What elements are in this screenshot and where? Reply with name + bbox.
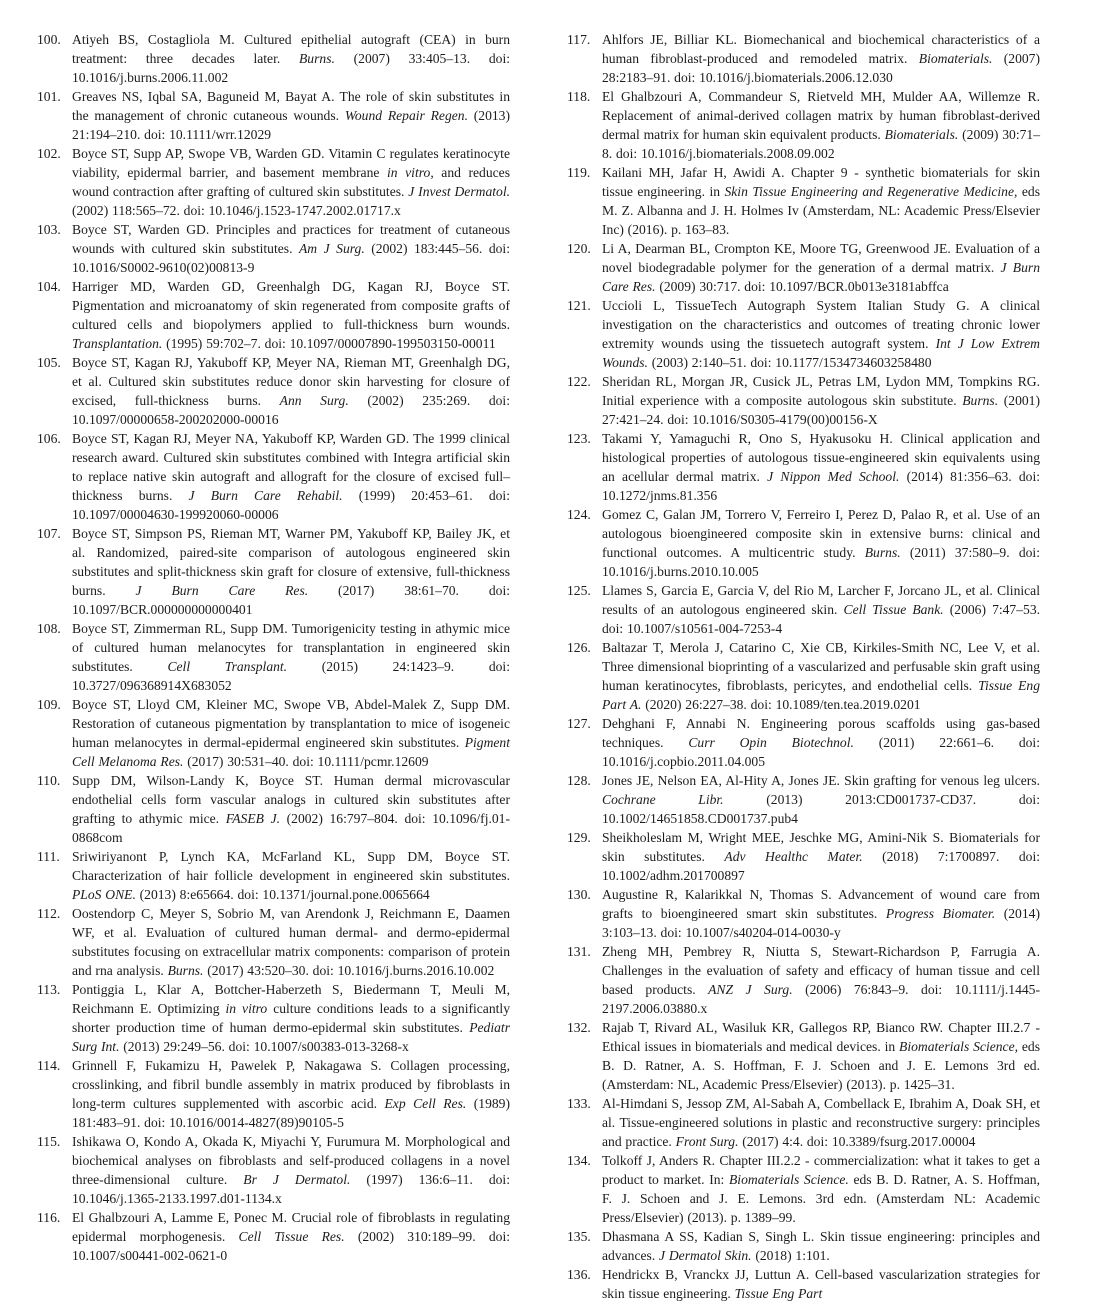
reference-item [37, 524, 510, 619]
reference-item [37, 1208, 510, 1265]
reference-text: Boyce ST, Warden GD. Principles and practices for treatment of cutaneous wounds with cultured skin substitutes. Am J Surg. (2002) 183:445–56. doi: 10.1016/S0002-9610(02)00813-9 [72, 222, 510, 275]
reference-text: Ahlfors JE, Billiar KL. Biomechanical and biochemical characteristics of a human fibroblast-produced and remodeled matrix. Biomaterials. (2007) 28:2183–91. doi: 10.1016/j.biomaterials.2006.12.030 [602, 32, 1041, 85]
reference-number: 116. [37, 1210, 61, 1225]
reference-number: 114. [37, 1058, 61, 1073]
reference-text: Llames S, Garcia E, Garcia V, del Rio M, Larcher F, Jorcano JL, et al. Clinical results of an autologous engineered skin. Cell Tissue Bank. (2006) 7:47–53. doi: 10.1007/s10561-004-7253-4 [602, 583, 1041, 636]
reference-column-right [567, 30, 1041, 1301]
reference-number: 115. [37, 1134, 61, 1149]
reference-text: Boyce ST, Zimmerman RL, Supp DM. Tumorigenicity testing in athymic mice of cultured human melanocytes for transplantation in engineered skin substitutes. Cell Transplant. (2015) 24:1423–9. doi: 10.3727/096368914X683052 [72, 621, 510, 693]
reference-number: 113. [37, 982, 61, 997]
reference-item [37, 87, 510, 144]
reference-number: 119. [567, 165, 591, 180]
reference-item [567, 163, 1040, 239]
reference-item [37, 619, 510, 695]
reference-item [37, 144, 510, 220]
reference-text: Augustine R, Kalarikkal N, Thomas S. Advancement of wound care from grafts to bioengineered smart skin substitutes. Progress Biomater. (2014) 3:103–13. doi: 10.1007/s40204-014-0030-y [602, 887, 1040, 940]
reference-item [37, 847, 510, 904]
reference-item [37, 771, 510, 847]
reference-number: 132. [567, 1020, 591, 1035]
reference-text: Baltazar T, Merola J, Catarino C, Xie CB, Kirkiles-Smith NC, Lee V, et al. Three dimensional bioprinting of a vascularized and perfusable skin graft using human keratinocytes, fibroblasts, pericytes, and endothelial cells. Tissue Eng Part A. (2020) 26:227–38. doi: 10.1089/ten.tea.2019.0201 [602, 640, 1040, 712]
reference-item [567, 771, 1040, 828]
reference-item [37, 1056, 510, 1132]
reference-number: 108. [37, 621, 61, 636]
reference-number: 135. [567, 1229, 591, 1244]
reference-item [37, 1132, 510, 1208]
reference-number: 130. [567, 887, 591, 902]
reference-number: 122. [567, 374, 591, 389]
reference-number: 117. [567, 32, 591, 47]
reference-number: 105. [37, 355, 61, 370]
reference-item [567, 714, 1040, 771]
reference-text: Sheikholeslam M, Wright MEE, Jeschke MG, Amini-Nik S. Biomaterials for skin substitutes. Adv Healthc Mater. (2018) 7:1700897. doi: 10.1002/adhm.201700897 [602, 830, 1040, 883]
reference-text: Sheridan RL, Morgan JR, Cusick JL, Petras LM, Lydon MM, Tompkins RG. Initial experience with a composite autologous skin substitute. Burns. (2001) 27:421–24. doi: 10.1016/S0305-4179(00)00156-X [602, 374, 1040, 427]
reference-item [37, 429, 510, 524]
reference-text: Boyce ST, Kagan RJ, Meyer NA, Yakuboff KP, Warden GD. The 1999 clinical research award. Cultured skin substitutes combined with Integra artificial skin to replace native skin autograft and allograft for the closure of excised full–thickness burns. J Burn Care Rehabil. (1999) 20:453–61. doi: 10.1097/00004630-199920060-00006 [72, 431, 510, 522]
reference-number: 120. [567, 241, 591, 256]
reference-item [567, 1265, 1040, 1303]
reference-text: Boyce ST, Supp AP, Swope VB, Warden GD. Vitamin C regulates keratinocyte viability, epidermal barrier, and basement membrane in vitro, and reduces wound contraction after grafting of cultured skin substitutes. J Invest Dermatol. (2002) 118:565–72. doi: 10.1046/j.1523-1747.2002.01717.x [72, 146, 510, 218]
reference-item [567, 828, 1040, 885]
reference-number: 128. [567, 773, 591, 788]
reference-number: 136. [567, 1267, 591, 1282]
reference-text: Ishikawa O, Kondo A, Okada K, Miyachi Y, Furumura M. Morphological and biochemical analyses on fibroblasts and self-produced collagens in a novel three-dimensional culture. Br J Dermatol. (1997) 136:6–11. doi: 10.1046/j.1365-2133.1997.d01-1134.x [72, 1134, 510, 1206]
reference-number: 112. [37, 906, 61, 921]
reference-text: Jones JE, Nelson EA, Al-Hity A, Jones JE. Skin grafting for venous leg ulcers. Cochrane Libr. (2013) 2013:CD001737-CD37. doi: 10.1002/14651858.CD001737.pub4 [602, 773, 1040, 826]
reference-text: Gomez C, Galan JM, Torrero V, Ferreiro I, Perez D, Palao R, et al. Use of an autologous bioengineered composite skin in extensive burns: clinical and functional outcomes. A multicentric study. Burns. (2011) 37:580–9. doi: 10.1016/j.burns.2010.10.005 [602, 507, 1040, 579]
reference-item [567, 239, 1040, 296]
reference-item [37, 277, 510, 353]
reference-number: 110. [37, 773, 61, 788]
reference-number: 124. [567, 507, 591, 522]
reference-item [37, 695, 510, 771]
reference-item [567, 429, 1040, 505]
reference-text: Tolkoff J, Anders R. Chapter III.2.2 - commercialization: what it takes to get a product to market. In: Biomaterials Science. eds B. D. Ratner, A. S. Hoffman, F. J. Schoen and J. E. Lemons. 3rd edn. (Amsterdam NL: Academic Press/Elsevier) (2013). p. 1389–99. [602, 1153, 1040, 1225]
reference-text: Zheng MH, Pembrey R, Niutta S, Stewart-Richardson P, Farrugia A. Challenges in the evaluation of safety and efficacy of human tissue and cell based products. ANZ J Surg. (2006) 76:843–9. doi: 10.1111/j.1445-2197.2006.03880.x [602, 944, 1041, 1016]
reference-item [567, 638, 1040, 714]
reference-number: 126. [567, 640, 591, 655]
reference-text: Boyce ST, Simpson PS, Rieman MT, Warner PM, Yakuboff KP, Bailey JK, et al. Randomized, paired-site comparison of autologous engineered skin substitutes and split-thickness skin graft for closure of extensive, full-thickness burns. J Burn Care Res. (2017) 38:61–70. doi: 10.1097/BCR.000000000000401 [72, 526, 511, 617]
reference-text: Boyce ST, Lloyd CM, Kleiner MC, Swope VB, Abdel-Malek Z, Supp DM. Restoration of cutaneous pigmentation by transplantation to mice of isogeneic human melanocytes in dermal-epidermal engineered skin substitutes. Pigment Cell Melanoma Res. (2017) 30:531–40. doi: 10.1111/pcmr.12609 [72, 697, 510, 769]
reference-item [37, 904, 510, 980]
reference-number: 101. [37, 89, 61, 104]
reference-item [567, 1018, 1040, 1094]
reference-text: El Ghalbzouri A, Commandeur S, Rietveld MH, Mulder AA, Willemze R. Replacement of animal-derived collagen matrix by human fibroblast-derived dermal matrix for human skin equivalent products. Biomaterials. (2009) 30:71–8. doi: 10.1016/j.biomaterials.2008.09.002 [602, 89, 1040, 161]
reference-text: El Ghalbzouri A, Lamme E, Ponec M. Crucial role of fibroblasts in regulating epidermal morphogenesis. Cell Tissue Res. (2002) 310:189–99. doi: 10.1007/s00441-002-0621-0 [72, 1210, 510, 1263]
reference-number: 107. [37, 526, 61, 541]
reference-number: 104. [37, 279, 61, 294]
reference-text: Boyce ST, Kagan RJ, Yakuboff KP, Meyer NA, Rieman MT, Greenhalgh DG, et al. Cultured skin substitutes reduce donor skin harvesting for closure of excised, full-thickness burns. Ann Surg. (2002) 235:269. doi: 10.1097/00000658-200202000-00016 [72, 355, 510, 427]
reference-item [567, 87, 1040, 163]
reference-text: Hendrickx B, Vranckx JJ, Luttun A. Cell-based vascularization strategies for skin tissue engineering. Tissue Eng Part [602, 1267, 1040, 1301]
reference-item [567, 581, 1040, 638]
reference-column-left [37, 30, 510, 1294]
reference-item [567, 1151, 1040, 1227]
reference-text: Supp DM, Wilson-Landy K, Boyce ST. Human dermal microvascular endothelial cells form vascular analogs in cultured skin substitutes after grafting to athymic mice. FASEB J. (2002) 16:797–804. doi: 10.1096/fj.01-0868com [72, 773, 510, 845]
reference-item [567, 1094, 1040, 1151]
reference-item [37, 353, 510, 429]
reference-number: 131. [567, 944, 591, 959]
reference-number: 123. [567, 431, 591, 446]
reference-text: Atiyeh BS, Costagliola M. Cultured epithelial autograft (CEA) in burn treatment: three decades later. Burns. (2007) 33:405–13. doi: 10.1016/j.burns.2006.11.002 [72, 32, 511, 85]
reference-text: Kailani MH, Jafar H, Awidi A. Chapter 9 - synthetic biomaterials for skin tissue engineering. in Skin Tissue Engineering and Regenerative Medicine, eds M. Z. Albanna and J. H. Holmes Iv (Amsterdam, NL: Academic Press/Elsevier Inc) (2016). p. 163–83. [602, 165, 1040, 237]
reference-text: Greaves NS, Iqbal SA, Baguneid M, Bayat A. The role of skin substitutes in the management of chronic cutaneous wounds. Wound Repair Regen. (2013) 21:194–210. doi: 10.1111/wrr.12029 [72, 89, 510, 142]
reference-number: 127. [567, 716, 591, 731]
reference-text: Dhasmana A SS, Kadian S, Singh L. Skin tissue engineering: principles and advances. J Dermatol Skin. (2018) 1:101. [602, 1229, 1040, 1263]
reference-number: 103. [37, 222, 61, 237]
reference-number: 111. [37, 849, 60, 864]
reference-item [37, 980, 510, 1056]
reference-number: 100. [37, 32, 61, 47]
reference-number: 118. [567, 89, 591, 104]
reference-number: 134. [567, 1153, 591, 1168]
reference-text: Dehghani F, Annabi N. Engineering porous scaffolds using gas-based techniques. Curr Opin Biotechnol. (2011) 22:661–6. doi: 10.1016/j.copbio.2011.04.005 [602, 716, 1040, 769]
reference-number: 121. [567, 298, 591, 313]
reference-text: Grinnell F, Fukamizu H, Pawelek P, Nakagawa S. Collagen processing, crosslinking, and fibril bundle assembly in matrix produced by fibroblasts in long-term cultures supplemented with ascorbic acid. Exp Cell Res. (1989) 181:483–91. doi: 10.1016/0014-4827(89)90105-5 [72, 1058, 510, 1130]
reference-item [567, 885, 1040, 942]
reference-item [567, 942, 1040, 1018]
reference-text: Sriwiriyanont P, Lynch KA, McFarland KL, Supp DM, Boyce ST. Characterization of hair follicle development in engineered skin substitutes. PLoS ONE. (2013) 8:e65664. doi: 10.1371/journal.pone.0065664 [72, 849, 510, 902]
reference-number: 129. [567, 830, 591, 845]
reference-item [567, 1227, 1040, 1265]
reference-item [567, 505, 1040, 581]
reference-number: 106. [37, 431, 61, 446]
reference-text: Pontiggia L, Klar A, Bottcher-Haberzeth S, Biedermann T, Meuli M, Reichmann E. Optimizing in vitro culture conditions leads to a significantly shorter production time of human dermo-epidermal skin substitutes. Pediatr Surg Int. (2013) 29:249–56. doi: 10.1007/s00383-013-3268-x [72, 982, 510, 1054]
reference-text: Oostendorp C, Meyer S, Sobrio M, van Arendonk J, Reichmann E, Daamen WF, et al. Evaluation of cultured human dermal- and dermo-epidermal substitutes focusing on extracellular matrix components: comparison of protein and rna analysis. Burns. (2017) 43:520–30. doi: 10.1016/j.burns.2016.10.002 [72, 906, 510, 978]
reference-text: Uccioli L, TissueTech Autograph System Italian Study G. A clinical investigation on the characteristics and outcomes of treating chronic lower extremity wounds using the tissuetech autograft system. Int J Low Extrem Wounds. (2003) 2:140–51. doi: 10.1177/1534734603258480 [602, 298, 1040, 370]
reference-number: 102. [37, 146, 61, 161]
reference-number: 125. [567, 583, 591, 598]
reference-text: Al-Himdani S, Jessop ZM, Al-Sabah A, Combellack E, Ibrahim A, Doak SH, et al. Tissue-engineered solutions in plastic and reconstructive surgery: principles and practice. Front Surg. (2017) 4:4. doi: 10.3389/fsurg.2017.00004 [602, 1096, 1040, 1149]
reference-number: 109. [37, 697, 61, 712]
reference-item [37, 30, 510, 87]
reference-item [37, 220, 510, 277]
reference-text: Rajab T, Rivard AL, Wasiluk KR, Gallegos RP, Bianco RW. Chapter III.2.7 - Ethical issues in biomaterials and medical devices. in Biomaterials Science, eds B. D. Ratner, A. S. Hoffman, F. J. Schoen and J. E. Lemons 3rd ed. (Amsterdam: NL, Academic Press/Elsevier) (2013). p. 1425–31. [602, 1020, 1040, 1092]
reference-item [567, 30, 1040, 87]
reference-text: Harriger MD, Warden GD, Greenhalgh DG, Kagan RJ, Boyce ST. Pigmentation and microanatomy of skin regenerated from composite grafts of cultured cells and biopolymers applied to full-thickness burn wounds. Transplantation. (1995) 59:702–7. doi: 10.1097/00007890-199503150-00011 [72, 279, 510, 351]
reference-text: Takami Y, Yamaguchi R, Ono S, Hyakusoku H. Clinical application and histological properties of autologous tissue-engineered skin equivalents using an acellular dermal matrix. J Nippon Med School. (2014) 81:356–63. doi: 10.1272/jnms.81.356 [602, 431, 1041, 503]
reference-number: 133. [567, 1096, 591, 1111]
reference-text: Li A, Dearman BL, Crompton KE, Moore TG, Greenwood JE. Evaluation of a novel biodegradable polymer for the generation of a dermal matrix. J Burn Care Res. (2009) 30:717. doi: 10.1097/BCR.0b013e3181abffca [602, 241, 1040, 294]
reference-item [567, 372, 1040, 429]
reference-item [567, 296, 1040, 372]
